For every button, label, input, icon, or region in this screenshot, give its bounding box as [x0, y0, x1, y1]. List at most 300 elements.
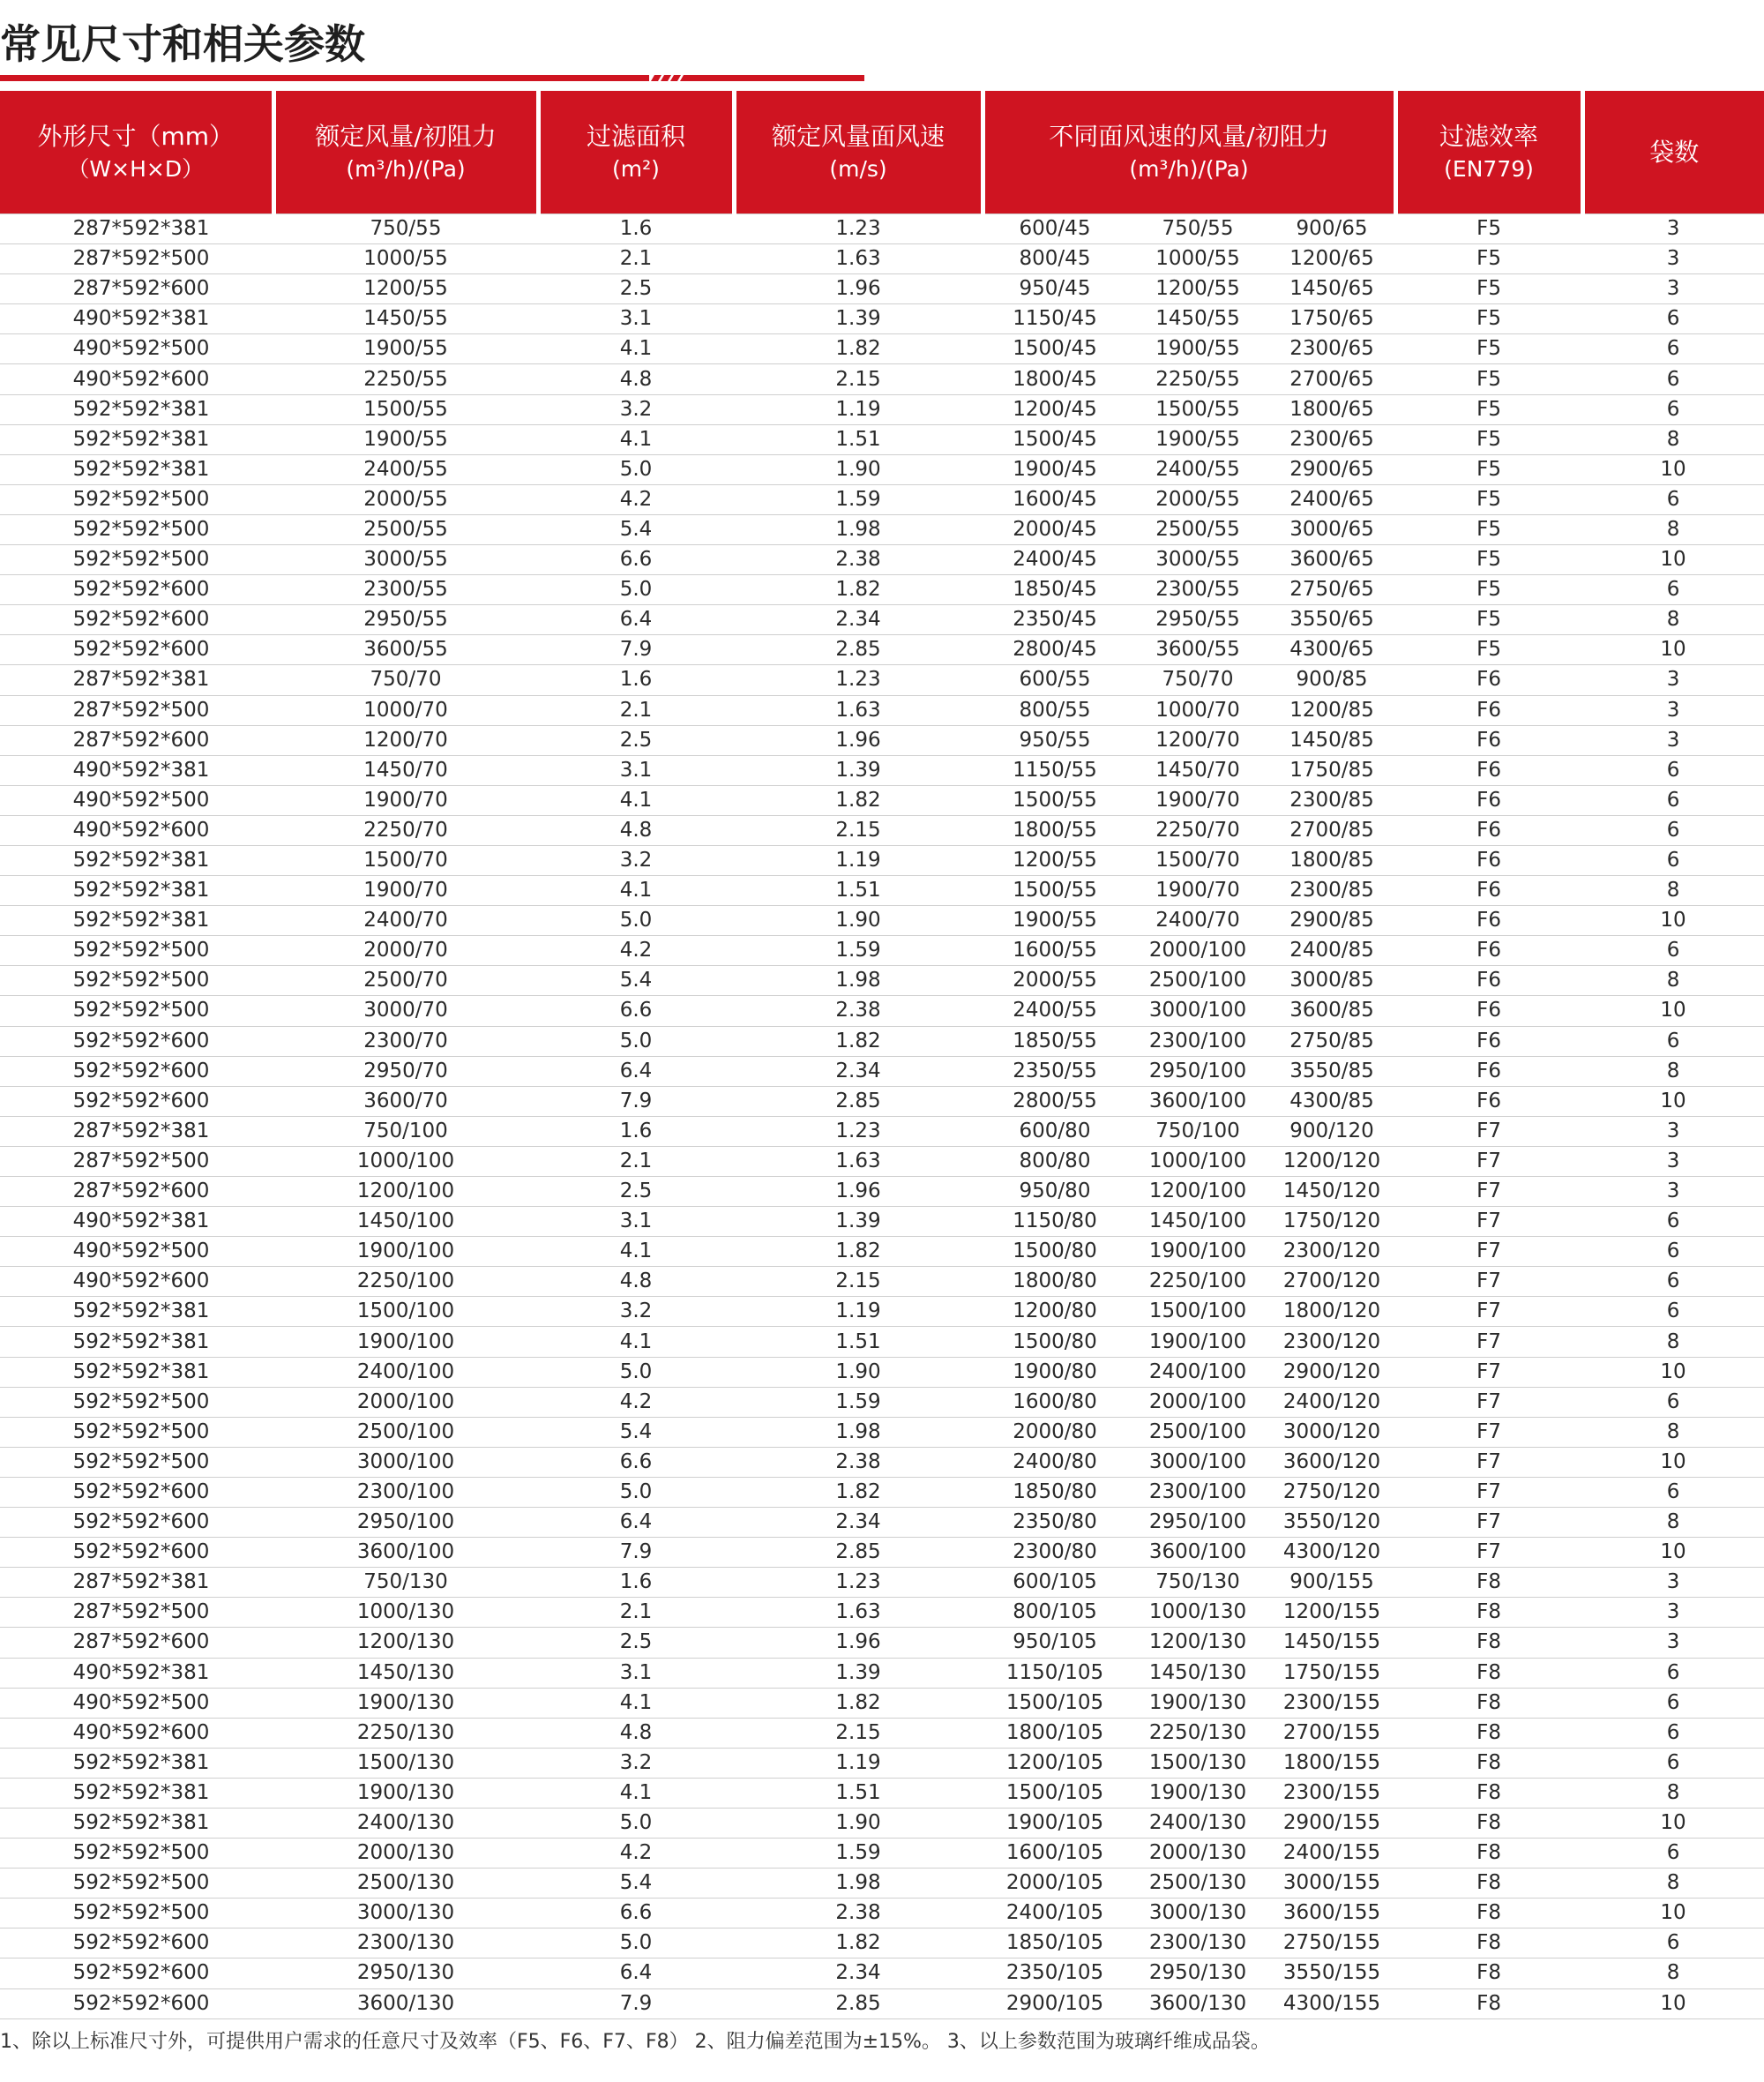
title-rule-slash-1 — [651, 75, 662, 81]
size-cell: 287*592*381 — [0, 214, 273, 244]
bag-count-cell: 10 — [1582, 1086, 1764, 1116]
bag-count-cell: 10 — [1582, 906, 1764, 936]
bag-count-cell: 3 — [1582, 725, 1764, 755]
airflow-high-cell: 3550/120 — [1268, 1508, 1395, 1538]
airflow-low-cell: 2400/55 — [983, 996, 1127, 1026]
efficiency-cell: F7 — [1395, 1116, 1582, 1146]
airflow-mid-cell: 1900/70 — [1127, 785, 1268, 815]
efficiency-cell: F8 — [1395, 1658, 1582, 1688]
efficiency-cell: F8 — [1395, 1899, 1582, 1928]
table-row — [0, 1447, 1764, 1477]
rated-airflow-cell: 2400/130 — [273, 1808, 538, 1838]
size-cell: 490*592*381 — [0, 755, 273, 785]
airflow-high-cell: 4300/155 — [1268, 1988, 1395, 2018]
rated-airflow-cell: 1000/70 — [273, 695, 538, 725]
airflow-mid-cell: 3000/130 — [1127, 1899, 1268, 1928]
airflow-low-cell: 950/45 — [983, 274, 1127, 304]
airflow-mid-cell: 1200/100 — [1127, 1177, 1268, 1207]
rated-airflow-cell: 2500/130 — [273, 1869, 538, 1899]
bag-count-cell: 8 — [1582, 1778, 1764, 1808]
airflow-mid-cell: 1450/70 — [1127, 755, 1268, 785]
airflow-mid-cell: 2250/55 — [1127, 364, 1268, 394]
bag-count-cell: 8 — [1582, 605, 1764, 635]
airflow-mid-cell: 2000/130 — [1127, 1839, 1268, 1869]
airflow-low-cell: 600/105 — [983, 1568, 1127, 1598]
airflow-high-cell: 2750/155 — [1268, 1928, 1395, 1958]
size-cell: 592*592*600 — [0, 1477, 273, 1507]
face-velocity-cell: 1.23 — [734, 665, 983, 695]
face-velocity-cell: 1.51 — [734, 424, 983, 454]
efficiency-cell: F5 — [1395, 635, 1582, 665]
airflow-mid-cell: 2950/130 — [1127, 1958, 1268, 1988]
filter-area-cell: 1.6 — [538, 214, 734, 244]
airflow-mid-cell: 2950/100 — [1127, 1508, 1268, 1538]
face-velocity-cell: 1.63 — [734, 244, 983, 274]
efficiency-cell: F5 — [1395, 454, 1582, 484]
filter-area-cell: 1.6 — [538, 665, 734, 695]
bag-count-cell: 3 — [1582, 1628, 1764, 1658]
header-bag-count — [1582, 91, 1764, 214]
airflow-low-cell: 1500/55 — [983, 785, 1127, 815]
airflow-low-cell: 1500/45 — [983, 334, 1127, 364]
filter-area-cell: 6.6 — [538, 996, 734, 1026]
table-row — [0, 1628, 1764, 1658]
face-velocity-cell: 2.38 — [734, 545, 983, 575]
efficiency-cell: F8 — [1395, 1988, 1582, 2018]
bag-count-cell: 6 — [1582, 334, 1764, 364]
bag-count-cell: 10 — [1582, 1538, 1764, 1568]
bag-count-cell: 6 — [1582, 1477, 1764, 1507]
size-cell: 592*592*381 — [0, 394, 273, 424]
header-bag-count-line1: 袋数 — [1649, 137, 1700, 167]
table-row — [0, 1297, 1764, 1327]
table-row — [0, 424, 1764, 454]
rated-airflow-cell: 750/100 — [273, 1116, 538, 1146]
airflow-mid-cell: 3000/55 — [1127, 545, 1268, 575]
bag-count-cell: 6 — [1582, 1928, 1764, 1958]
face-velocity-cell: 1.19 — [734, 1297, 983, 1327]
filter-area-cell: 4.1 — [538, 424, 734, 454]
size-cell: 592*592*500 — [0, 545, 273, 575]
face-velocity-cell: 1.59 — [734, 936, 983, 966]
table-row — [0, 1146, 1764, 1176]
airflow-high-cell: 2400/155 — [1268, 1839, 1395, 1869]
airflow-mid-cell: 3600/55 — [1127, 635, 1268, 665]
face-velocity-cell: 2.15 — [734, 1267, 983, 1297]
filter-area-cell: 4.2 — [538, 1387, 734, 1417]
spec-table-body — [0, 214, 1764, 2019]
rated-airflow-cell: 2500/70 — [273, 966, 538, 996]
rated-airflow-cell: 2000/100 — [273, 1387, 538, 1417]
size-cell: 592*592*500 — [0, 514, 273, 544]
bag-count-cell: 10 — [1582, 1808, 1764, 1838]
airflow-mid-cell: 2300/55 — [1127, 575, 1268, 605]
header-face-velocity-line2: (m/s) — [829, 155, 887, 182]
airflow-mid-cell: 1000/130 — [1127, 1598, 1268, 1628]
filter-area-cell: 2.5 — [538, 725, 734, 755]
airflow-high-cell: 2750/85 — [1268, 1026, 1395, 1056]
efficiency-cell: F5 — [1395, 514, 1582, 544]
efficiency-cell: F7 — [1395, 1538, 1582, 1568]
airflow-high-cell: 4300/85 — [1268, 1086, 1395, 1116]
bag-count-cell: 6 — [1582, 364, 1764, 394]
airflow-high-cell: 2300/65 — [1268, 334, 1395, 364]
airflow-mid-cell: 1450/100 — [1127, 1207, 1268, 1237]
efficiency-cell: F7 — [1395, 1207, 1582, 1237]
face-velocity-cell: 2.85 — [734, 1538, 983, 1568]
face-velocity-cell: 1.82 — [734, 1237, 983, 1267]
size-cell: 592*592*381 — [0, 1297, 273, 1327]
airflow-mid-cell: 2950/55 — [1127, 605, 1268, 635]
airflow-high-cell: 2700/65 — [1268, 364, 1395, 394]
size-cell: 287*592*500 — [0, 1146, 273, 1176]
airflow-low-cell: 600/80 — [983, 1116, 1127, 1146]
airflow-mid-cell: 1900/130 — [1127, 1688, 1268, 1718]
bag-count-cell: 6 — [1582, 575, 1764, 605]
size-cell: 490*592*381 — [0, 1207, 273, 1237]
filter-area-cell: 3.1 — [538, 755, 734, 785]
bag-count-cell: 8 — [1582, 1869, 1764, 1899]
bag-count-cell: 8 — [1582, 424, 1764, 454]
filter-area-cell: 2.1 — [538, 244, 734, 274]
airflow-mid-cell: 1200/55 — [1127, 274, 1268, 304]
airflow-mid-cell: 1900/100 — [1127, 1237, 1268, 1267]
rated-airflow-cell: 1500/55 — [273, 394, 538, 424]
size-cell: 592*592*600 — [0, 1026, 273, 1056]
size-cell: 490*592*500 — [0, 785, 273, 815]
rated-airflow-cell: 1900/70 — [273, 876, 538, 906]
bag-count-cell: 8 — [1582, 1056, 1764, 1086]
footnote: 1、除以上标准尺寸外，可提供用户需求的任意尺寸及效率（F5、F6、F7、F8） 2、阻力偏差范围为±15%。 3、以上参数范围为玻璃纤维成品袋。 — [0, 2031, 1270, 2053]
table-row — [0, 695, 1764, 725]
table-row — [0, 1808, 1764, 1838]
header-rated-airflow-line1: 额定风量/初阻力 — [315, 121, 497, 151]
efficiency-cell: F8 — [1395, 1598, 1582, 1628]
table-header-row — [0, 91, 1764, 214]
airflow-low-cell: 1900/105 — [983, 1808, 1127, 1838]
bag-count-cell: 10 — [1582, 1357, 1764, 1387]
efficiency-cell: F7 — [1395, 1177, 1582, 1207]
face-velocity-cell: 1.96 — [734, 1628, 983, 1658]
efficiency-cell: F8 — [1395, 1688, 1582, 1718]
size-cell: 592*592*600 — [0, 1928, 273, 1958]
face-velocity-cell: 1.82 — [734, 1928, 983, 1958]
size-cell: 592*592*381 — [0, 424, 273, 454]
airflow-mid-cell: 3000/100 — [1127, 1447, 1268, 1477]
airflow-high-cell: 900/65 — [1268, 214, 1395, 244]
rated-airflow-cell: 2950/130 — [273, 1958, 538, 1988]
title-rule-slash-2 — [661, 75, 671, 81]
airflow-low-cell: 2000/45 — [983, 514, 1127, 544]
airflow-high-cell: 1450/155 — [1268, 1628, 1395, 1658]
airflow-high-cell: 3600/65 — [1268, 545, 1395, 575]
face-velocity-cell: 1.39 — [734, 1207, 983, 1237]
size-cell: 592*592*600 — [0, 1056, 273, 1086]
efficiency-cell: F7 — [1395, 1297, 1582, 1327]
header-airflow-by-velocity-line2: (m³/h)/(Pa) — [1129, 155, 1249, 182]
efficiency-cell: F6 — [1395, 906, 1582, 936]
airflow-low-cell: 600/55 — [983, 665, 1127, 695]
airflow-mid-cell: 750/100 — [1127, 1116, 1268, 1146]
airflow-low-cell: 800/105 — [983, 1598, 1127, 1628]
rated-airflow-cell: 2250/70 — [273, 815, 538, 845]
airflow-low-cell: 1500/105 — [983, 1778, 1127, 1808]
airflow-low-cell: 1200/55 — [983, 845, 1127, 875]
airflow-high-cell: 2700/85 — [1268, 815, 1395, 845]
airflow-low-cell: 1850/105 — [983, 1928, 1127, 1958]
face-velocity-cell: 2.34 — [734, 1958, 983, 1988]
airflow-high-cell: 2300/120 — [1268, 1237, 1395, 1267]
filter-area-cell: 3.2 — [538, 1748, 734, 1778]
efficiency-cell: F6 — [1395, 695, 1582, 725]
face-velocity-cell: 1.98 — [734, 1417, 983, 1447]
rated-airflow-cell: 1200/55 — [273, 274, 538, 304]
airflow-mid-cell: 1900/130 — [1127, 1778, 1268, 1808]
rated-airflow-cell: 3600/55 — [273, 635, 538, 665]
rated-airflow-cell: 1500/70 — [273, 845, 538, 875]
table-row — [0, 484, 1764, 514]
filter-area-cell: 4.2 — [538, 484, 734, 514]
table-row — [0, 1177, 1764, 1207]
size-cell: 287*592*600 — [0, 274, 273, 304]
size-cell: 592*592*600 — [0, 1086, 273, 1116]
airflow-mid-cell: 2500/55 — [1127, 514, 1268, 544]
filter-area-cell: 5.0 — [538, 454, 734, 484]
bag-count-cell: 3 — [1582, 1146, 1764, 1176]
airflow-high-cell: 1450/65 — [1268, 274, 1395, 304]
airflow-high-cell: 3550/155 — [1268, 1958, 1395, 1988]
airflow-high-cell: 3000/155 — [1268, 1869, 1395, 1899]
bag-count-cell: 6 — [1582, 394, 1764, 424]
airflow-mid-cell: 2500/100 — [1127, 966, 1268, 996]
face-velocity-cell: 1.59 — [734, 1387, 983, 1417]
face-velocity-cell: 1.63 — [734, 1598, 983, 1628]
filter-area-cell: 7.9 — [538, 1538, 734, 1568]
face-velocity-cell: 1.19 — [734, 845, 983, 875]
face-velocity-cell: 1.51 — [734, 1327, 983, 1357]
airflow-high-cell: 1750/85 — [1268, 755, 1395, 785]
filter-area-cell: 5.4 — [538, 1869, 734, 1899]
airflow-mid-cell: 750/70 — [1127, 665, 1268, 695]
airflow-mid-cell: 2400/100 — [1127, 1357, 1268, 1387]
airflow-high-cell: 1200/120 — [1268, 1146, 1395, 1176]
airflow-low-cell: 2000/55 — [983, 966, 1127, 996]
table-row — [0, 334, 1764, 364]
bag-count-cell: 3 — [1582, 1598, 1764, 1628]
airflow-low-cell: 1150/80 — [983, 1207, 1127, 1237]
airflow-high-cell: 4300/120 — [1268, 1538, 1395, 1568]
airflow-high-cell: 3600/155 — [1268, 1899, 1395, 1928]
size-cell: 592*592*600 — [0, 605, 273, 635]
airflow-mid-cell: 1000/70 — [1127, 695, 1268, 725]
rated-airflow-cell: 2400/100 — [273, 1357, 538, 1387]
filter-area-cell: 6.4 — [538, 1056, 734, 1086]
efficiency-cell: F6 — [1395, 966, 1582, 996]
face-velocity-cell: 2.85 — [734, 1988, 983, 2018]
efficiency-cell: F5 — [1395, 424, 1582, 454]
airflow-high-cell: 2400/65 — [1268, 484, 1395, 514]
airflow-high-cell: 1200/85 — [1268, 695, 1395, 725]
airflow-high-cell: 1200/65 — [1268, 244, 1395, 274]
table-row — [0, 1207, 1764, 1237]
efficiency-cell: F7 — [1395, 1357, 1582, 1387]
rated-airflow-cell: 2400/55 — [273, 454, 538, 484]
bag-count-cell: 6 — [1582, 1297, 1764, 1327]
header-face-velocity-line1: 额定风量面风速 — [771, 121, 945, 151]
airflow-low-cell: 1500/45 — [983, 424, 1127, 454]
rated-airflow-cell: 1900/70 — [273, 785, 538, 815]
bag-count-cell: 8 — [1582, 1508, 1764, 1538]
filter-area-cell: 2.1 — [538, 695, 734, 725]
table-row — [0, 274, 1764, 304]
filter-area-cell: 7.9 — [538, 635, 734, 665]
bag-count-cell: 6 — [1582, 1207, 1764, 1237]
face-velocity-cell: 1.98 — [734, 514, 983, 544]
airflow-low-cell: 2900/105 — [983, 1988, 1127, 2018]
airflow-low-cell: 1850/80 — [983, 1477, 1127, 1507]
face-velocity-cell: 2.85 — [734, 635, 983, 665]
header-rated-airflow — [273, 91, 538, 214]
rated-airflow-cell: 1900/130 — [273, 1688, 538, 1718]
airflow-mid-cell: 2000/100 — [1127, 1387, 1268, 1417]
size-cell: 592*592*600 — [0, 1988, 273, 2018]
airflow-mid-cell: 1900/70 — [1127, 876, 1268, 906]
efficiency-cell: F8 — [1395, 1928, 1582, 1958]
airflow-mid-cell: 750/130 — [1127, 1568, 1268, 1598]
table-row — [0, 725, 1764, 755]
table-row — [0, 1928, 1764, 1958]
filter-area-cell: 6.6 — [538, 545, 734, 575]
rated-airflow-cell: 2250/130 — [273, 1718, 538, 1748]
filter-area-cell: 4.8 — [538, 815, 734, 845]
table-row — [0, 635, 1764, 665]
efficiency-cell: F7 — [1395, 1477, 1582, 1507]
table-row — [0, 876, 1764, 906]
bag-count-cell: 3 — [1582, 1177, 1764, 1207]
size-cell: 592*592*500 — [0, 1417, 273, 1447]
bag-count-cell: 6 — [1582, 1658, 1764, 1688]
bag-count-cell: 10 — [1582, 1988, 1764, 2018]
filter-area-cell: 4.1 — [538, 334, 734, 364]
face-velocity-cell: 1.63 — [734, 1146, 983, 1176]
airflow-high-cell: 3600/85 — [1268, 996, 1395, 1026]
airflow-high-cell: 1800/65 — [1268, 394, 1395, 424]
table-row — [0, 605, 1764, 635]
table-row — [0, 575, 1764, 605]
filter-area-cell: 3.1 — [538, 304, 734, 334]
airflow-low-cell: 1900/55 — [983, 906, 1127, 936]
size-cell: 287*592*381 — [0, 665, 273, 695]
airflow-high-cell: 2300/85 — [1268, 876, 1395, 906]
efficiency-cell: F5 — [1395, 274, 1582, 304]
rated-airflow-cell: 3000/130 — [273, 1899, 538, 1928]
table-row — [0, 1086, 1764, 1116]
table-row — [0, 364, 1764, 394]
filter-area-cell: 5.0 — [538, 1357, 734, 1387]
airflow-mid-cell: 1900/55 — [1127, 424, 1268, 454]
airflow-low-cell: 2350/55 — [983, 1056, 1127, 1086]
filter-area-cell: 5.0 — [538, 1477, 734, 1507]
bag-count-cell: 6 — [1582, 1718, 1764, 1748]
filter-area-cell: 7.9 — [538, 1988, 734, 2018]
size-cell: 287*592*500 — [0, 244, 273, 274]
table-row — [0, 845, 1764, 875]
efficiency-cell: F8 — [1395, 1869, 1582, 1899]
rated-airflow-cell: 750/55 — [273, 214, 538, 244]
title-rule-bar — [0, 75, 649, 81]
size-cell: 592*592*381 — [0, 845, 273, 875]
face-velocity-cell: 1.39 — [734, 304, 983, 334]
rated-airflow-cell: 1900/55 — [273, 424, 538, 454]
airflow-low-cell: 1500/80 — [983, 1237, 1127, 1267]
face-velocity-cell: 1.39 — [734, 755, 983, 785]
efficiency-cell: F5 — [1395, 394, 1582, 424]
rated-airflow-cell: 750/130 — [273, 1568, 538, 1598]
airflow-high-cell: 2700/155 — [1268, 1718, 1395, 1748]
rated-airflow-cell: 1000/55 — [273, 244, 538, 274]
size-cell: 592*592*600 — [0, 1508, 273, 1538]
airflow-low-cell: 600/45 — [983, 214, 1127, 244]
airflow-high-cell: 1800/120 — [1268, 1297, 1395, 1327]
airflow-high-cell: 2400/120 — [1268, 1387, 1395, 1417]
airflow-mid-cell: 2300/100 — [1127, 1026, 1268, 1056]
rated-airflow-cell: 1000/130 — [273, 1598, 538, 1628]
airflow-mid-cell: 2400/55 — [1127, 454, 1268, 484]
airflow-low-cell: 2350/105 — [983, 1958, 1127, 1988]
efficiency-cell: F6 — [1395, 785, 1582, 815]
bag-count-cell: 3 — [1582, 244, 1764, 274]
size-cell: 592*592*381 — [0, 1327, 273, 1357]
airflow-mid-cell: 2500/130 — [1127, 1869, 1268, 1899]
table-row — [0, 214, 1764, 244]
face-velocity-cell: 1.96 — [734, 274, 983, 304]
face-velocity-cell: 2.38 — [734, 996, 983, 1026]
airflow-high-cell: 1800/155 — [1268, 1748, 1395, 1778]
rated-airflow-cell: 2300/100 — [273, 1477, 538, 1507]
table-row — [0, 966, 1764, 996]
table-row — [0, 1387, 1764, 1417]
size-cell: 592*592*500 — [0, 966, 273, 996]
airflow-high-cell: 1750/65 — [1268, 304, 1395, 334]
face-velocity-cell: 1.82 — [734, 785, 983, 815]
bag-count-cell: 6 — [1582, 1387, 1764, 1417]
table-row — [0, 1116, 1764, 1146]
table-row — [0, 665, 1764, 695]
face-velocity-cell: 1.82 — [734, 334, 983, 364]
airflow-high-cell: 4300/65 — [1268, 635, 1395, 665]
bag-count-cell: 6 — [1582, 936, 1764, 966]
airflow-mid-cell: 1500/130 — [1127, 1748, 1268, 1778]
rated-airflow-cell: 2400/70 — [273, 906, 538, 936]
table-row — [0, 1958, 1764, 1988]
title-rule-slash-3 — [670, 75, 681, 81]
airflow-low-cell: 1150/105 — [983, 1658, 1127, 1688]
face-velocity-cell: 2.38 — [734, 1899, 983, 1928]
efficiency-cell: F5 — [1395, 545, 1582, 575]
airflow-low-cell: 2000/80 — [983, 1417, 1127, 1447]
efficiency-cell: F8 — [1395, 1778, 1582, 1808]
efficiency-cell: F7 — [1395, 1508, 1582, 1538]
face-velocity-cell: 2.34 — [734, 1508, 983, 1538]
airflow-low-cell: 1800/45 — [983, 364, 1127, 394]
airflow-low-cell: 1850/55 — [983, 1026, 1127, 1056]
airflow-high-cell: 2300/85 — [1268, 785, 1395, 815]
airflow-high-cell: 2900/155 — [1268, 1808, 1395, 1838]
size-cell: 490*592*500 — [0, 1237, 273, 1267]
bag-count-cell: 8 — [1582, 966, 1764, 996]
size-cell: 592*592*600 — [0, 1958, 273, 1988]
efficiency-cell: F6 — [1395, 845, 1582, 875]
